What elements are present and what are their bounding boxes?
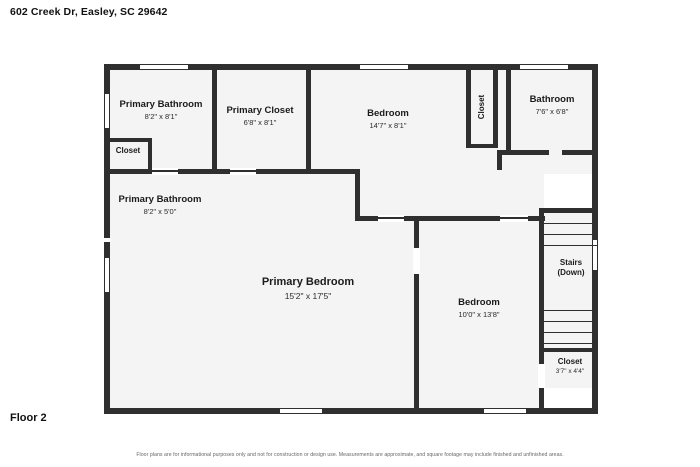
door-leaf-bedroom-right [500, 217, 528, 219]
room-dimensions: 10'0" x 13'8" [458, 309, 500, 319]
interior-wall-bathroom-bottom [497, 150, 549, 155]
room-label-stairs [543, 258, 599, 278]
stairs-line-2: (Down) [557, 268, 585, 277]
room-dimensions: 6'8" x 8'1" [243, 117, 277, 127]
window-top-right [520, 64, 568, 70]
room-dimensions: 14'7" x 8'1" [369, 120, 407, 130]
room-label-primary-bathroom-2 [104, 194, 216, 216]
room-name: Primary Closet [226, 105, 294, 116]
stair-tread [544, 332, 598, 333]
stair-tread [544, 212, 598, 213]
room-label-closet-bottom-right [541, 357, 599, 376]
window-top-mid [360, 64, 408, 70]
interior-wall-mid-horizontal-2 [355, 169, 360, 221]
interior-wall-closet-left-top [104, 138, 152, 142]
window-bottom-right [484, 408, 526, 414]
door-leaf-closet-1 [230, 170, 256, 172]
door-leaf-bedroom-upper [378, 217, 404, 219]
window-top-left [140, 64, 188, 70]
stair-tread [544, 234, 598, 235]
room-name: Closet [477, 94, 486, 120]
stair-tread [544, 321, 598, 322]
exterior-wall-right-lower [592, 164, 598, 414]
interior-wall-closet-upper-right-bottom [466, 144, 498, 148]
room-label-primary-bathroom-1 [108, 99, 214, 121]
interior-wall-closet-bedroom [306, 64, 311, 174]
room-dimensions: 8'2" x 8'1" [144, 111, 178, 121]
interior-wall-bathroom-bottom-2 [562, 150, 598, 155]
stair-tread [544, 245, 598, 246]
room-label-bedroom-lower [420, 297, 538, 319]
room-label-closet-upper-right [477, 77, 487, 137]
door-opening-bedroom-2 [413, 248, 420, 274]
stair-tread [544, 223, 598, 224]
window-left-lower [104, 258, 110, 292]
window-bottom-left [280, 408, 322, 414]
interior-wall-primary-bedroom-right [414, 216, 419, 414]
door-leaf-bath-1 [152, 170, 178, 172]
page-title: 602 Creek Dr, Easley, SC 29642 [10, 6, 168, 18]
room-name: Primary Bathroom [118, 194, 202, 205]
room-label-primary-bedroom [200, 276, 416, 301]
room-name: Closet [115, 146, 141, 155]
floor-label: Floor 2 [10, 412, 47, 424]
room-label-closet-left [106, 146, 150, 156]
room-name: Bedroom [458, 297, 500, 308]
interior-wall-closet-upper-right-left [466, 64, 471, 148]
room-name: Bedroom [367, 108, 409, 119]
room-dimensions: 15'2" x 17'5" [284, 290, 332, 301]
room-name: Primary Bathroom [119, 99, 203, 110]
door-opening-left-jog [103, 238, 111, 242]
room-dimensions: 8'2" x 5'0" [143, 206, 177, 216]
interior-wall-closet-br-top [539, 348, 598, 352]
interior-wall-closet-upper-right-right [493, 64, 498, 148]
stair-tread [544, 310, 598, 311]
room-label-bedroom-upper [312, 108, 464, 130]
room-dimensions: 3'7" x 4'4" [555, 368, 585, 375]
stairs-line-1: Stairs [559, 258, 583, 267]
room-dimensions: 7'6" x 6'8" [535, 106, 569, 116]
interior-wall-bathroom-stub [497, 150, 502, 170]
room-label-bathroom [508, 94, 596, 116]
stair-tread [544, 343, 598, 344]
room-label-primary-closet [214, 105, 306, 127]
room-name: Bathroom [529, 94, 575, 105]
room-name: Primary Bedroom [261, 276, 355, 288]
disclaimer-text: Floor plans are for informational purposes only and not for construction or design use. Measurements are approximate, and square footage may include finished and unfinished areas. [136, 452, 564, 458]
room-name: Closet [557, 357, 583, 366]
